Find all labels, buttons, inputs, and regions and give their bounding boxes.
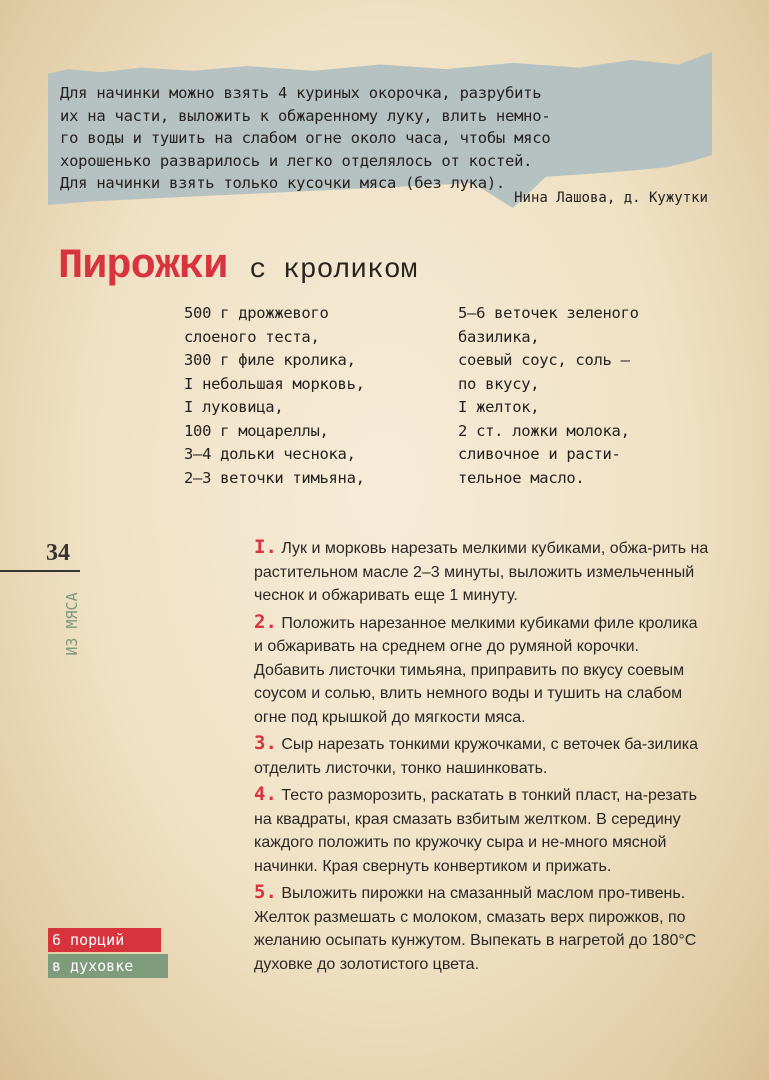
ingredient-line: 3–4 дольки чеснока, (184, 445, 356, 463)
note-line: го воды и тушить на слабом огне около часа, чтобы мясо (60, 129, 551, 147)
step-number: 2. (254, 610, 277, 633)
step-number: 5. (254, 881, 277, 903)
step-text: Положить нарезанное мелкими кубиками филе кролика и обжаривать на среднем огне до румяной корочки. Добавить листочки тимьяна, приправить по вкусу соевым соусом и солью, влить немного воды и тушить на слабом огне под крышкой до мягкости мяса. (254, 614, 698, 726)
ingredient-line: I небольшая морковь, (184, 374, 365, 393)
ingredient-line: соевый соус, соль – (458, 351, 630, 369)
step-text: Выложить пирожки на смазанный маслом про-тивень. Желток размешать с молоком, смазать верх пирожков, по желанию осыпать кунжутом. Выпекать в нагретой до 180°С духовке до золотистого цвета. (254, 885, 697, 973)
note-line: хорошенько разварилось и легко отделялось от костей. (60, 151, 533, 170)
recipe-title (58, 242, 417, 290)
portions-tag: 6 порций (48, 928, 161, 952)
ingredient-line: 100 г моцареллы, (184, 421, 329, 440)
step-number: 3. (254, 732, 277, 754)
step-1 (254, 536, 710, 608)
step-3 (254, 732, 710, 780)
step-2 (254, 611, 710, 730)
ingredient-line: базилика, (458, 327, 540, 346)
step-text: Тесто разморозить, раскатать в тонкий пласт, на-резать на квадраты, края смазать взбитым желтком. В середину каждого положить по кружочку сыра и не-много мясной начинки. Края свернуть конвертиком и прижать. (254, 787, 697, 875)
note-text (60, 82, 720, 195)
ingredient-line: 500 г дрожжевого (184, 304, 329, 322)
ingredient-line: I желток, (458, 398, 540, 416)
ingredient-line: слоеного теста, (184, 327, 320, 346)
ingredients-right (458, 302, 639, 490)
note-author: Нина Лашова, д. Кужутки (514, 190, 708, 206)
note-line: их на части, выложить к обжаренному луку, влить немно- (60, 106, 551, 125)
ingredient-line: I луковица, (184, 398, 284, 416)
page-number-rule (0, 570, 80, 572)
ingredient-line: сливочное и расти- (458, 445, 621, 463)
ingredient-line: 300 г филе кролика, (184, 351, 356, 369)
recipe-title-main: Пирожки (58, 242, 228, 290)
section-label: ИЗ МЯСА (63, 592, 81, 656)
step-5 (254, 881, 710, 976)
recipe-title-sub: с кроликом (249, 255, 418, 286)
ingredient-line: 2–3 веточки тимьяна, (184, 468, 365, 487)
ingredient-line: по вкусу, (458, 374, 540, 393)
recipe-steps (254, 536, 710, 979)
ingredient-line: 5–6 веточек зеленого (458, 304, 639, 322)
note-line: Для начинки можно взять 4 куриных окорочка, разрубить (60, 84, 542, 102)
ingredient-line: тельное масло. (458, 468, 585, 487)
ingredient-line: 2 ст. ложки молока, (458, 421, 630, 440)
step-text: Сыр нарезать тонкими кружочками, с веточек ба-зилика отделить листочки, тонко нашинковать. (254, 736, 699, 777)
step-text: Лук и морковь нарезать мелкими кубиками, обжа-рить на растительном масле 2–3 минуты, выложить измельченный чеснок и обжаривать еще 1 минуту. (254, 540, 709, 604)
step-4 (254, 783, 710, 878)
ingredients-left (184, 302, 365, 490)
step-number: I. (254, 536, 277, 558)
page-number: 34 (46, 540, 70, 566)
step-number: 4. (254, 783, 277, 805)
note-line: Для начинки взять только кусочки мяса (без лука). (60, 174, 506, 192)
cooking-method-tag: в духовке (48, 954, 168, 978)
